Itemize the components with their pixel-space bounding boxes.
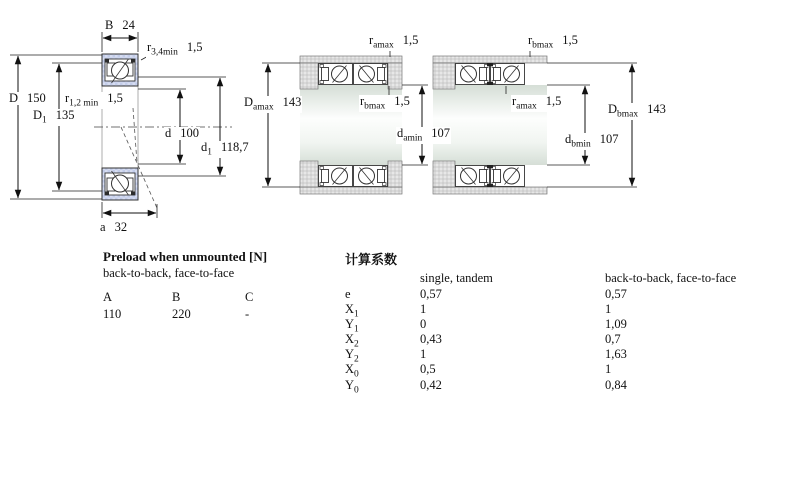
preload-col-B: B — [172, 290, 181, 304]
preload-col-A: A — [103, 290, 113, 304]
factor-row-value: 0,57 — [605, 287, 627, 301]
factors-col1-header: single, tandem — [420, 271, 493, 285]
mounting-dimensions-diagram-b — [433, 50, 637, 194]
factor-row-value: 1,09 — [605, 317, 627, 331]
preload-subtitle: back-to-back, face-to-face — [103, 266, 235, 280]
preload-col-C: C — [245, 290, 254, 304]
factor-row-value: 1 — [605, 302, 612, 316]
factor-row-value: 1 — [605, 362, 612, 376]
factor-row-value: 1,63 — [605, 347, 627, 361]
dim-label-dbmin: $d_{bmin}$ 107 — [565, 132, 619, 150]
dim-label-d: d 100 — [165, 126, 199, 140]
dim-label-a: a 32 — [100, 220, 128, 234]
factor-row-value: 0,43 — [420, 332, 442, 346]
factor-row-label: $Y_0$ — [345, 378, 359, 396]
preload-title: Preload when unmounted [N] — [103, 249, 268, 264]
factor-row-label: $X_0$ — [345, 362, 359, 380]
preload-value-B: 220 — [172, 307, 191, 321]
factor-row-label: $X_2$ — [345, 332, 359, 350]
mounting-dimensions-diagram-a — [262, 50, 428, 194]
dim-label-D1: $D_1$ 135 — [33, 108, 75, 126]
factor-row-value: 0 — [420, 317, 427, 331]
dim-label-ramax-a: $r_{amax}$ 1,5 — [369, 33, 419, 51]
dim-label-Dbmax: $D_{bmax}$ 143 — [608, 102, 666, 120]
factors-title: 计算系数 — [345, 252, 398, 267]
preload-value-A: 110 — [103, 307, 122, 321]
factor-row-value: 1 — [420, 302, 427, 316]
factor-row-label: $X_1$ — [345, 302, 359, 320]
dim-label-rbmax-b: $r_{bmax}$ 1,5 — [528, 33, 578, 51]
dim-label-r12: $r_{1,2 min}$ 1,5 — [65, 91, 123, 109]
dim-label-d1: $d_1$ 118,7 — [201, 140, 249, 158]
factor-row-value: 0,7 — [605, 332, 621, 346]
preload-value-C: - — [245, 307, 250, 321]
factor-row-label: $Y_2$ — [345, 347, 359, 365]
factor-row-value: 1 — [420, 347, 427, 361]
dim-label-D: D 150 — [9, 91, 46, 105]
factor-row-value: 0,5 — [420, 362, 436, 376]
factor-row-label: $Y_1$ — [345, 317, 359, 335]
dim-label-r34: $r_{3,4min}$ 1,5 — [147, 40, 203, 58]
factor-row-value: 0,42 — [420, 378, 442, 392]
factor-row-label: e — [345, 287, 351, 301]
dim-label-Damax: $D_{amax}$ 143 — [244, 95, 302, 113]
dim-label-B: B 24 — [105, 18, 135, 32]
dim-label-rbmax-a: $r_{bmax}$ 1,5 — [360, 94, 410, 112]
dim-label-ramax-b: $r_{amax}$ 1,5 — [512, 94, 562, 112]
dim-label-damin: $d_{amin}$ 107 — [397, 126, 450, 144]
factor-row-value: 0,57 — [420, 287, 442, 301]
factor-row-value: 0,84 — [605, 378, 627, 392]
factors-col2-header: back-to-back, face-to-face — [605, 271, 737, 285]
